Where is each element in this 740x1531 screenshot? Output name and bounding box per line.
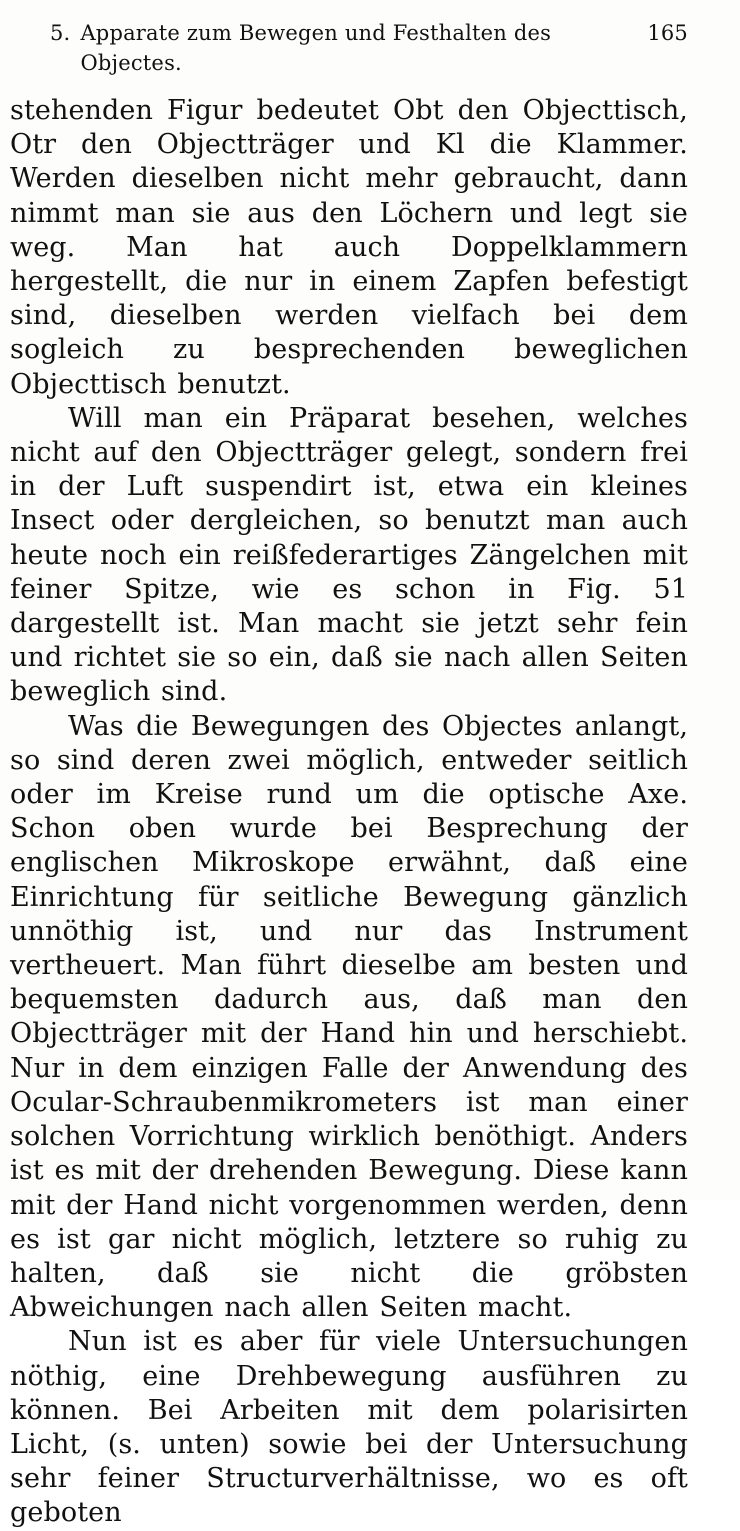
paragraph: Nun ist es aber für viele Untersuchungen nöthig, eine Drehbewegung ausführen zu können. Bei Arbeiten mit dem polarisirten Licht, (s. unten) sowie bei der Untersuchung sehr feiner Structurverhältnisse, wo es oft geboten [10, 1326, 688, 1529]
header-title: Apparate zum Bewegen und Festhalten des Objectes. [80, 21, 552, 75]
paragraph: Was die Bewegungen des Objectes anlangt, so sind deren zwei möglich, entweder seitlich oder im Kreise rund um die optische Axe. Schon oben wurde bei Besprechung der englischen Mikroskope erwähnt, daß eine Einrichtung für seitliche Bewegung gänzlich unnöthig ist, und nur das Instrument vertheuert. Man führt dieselbe am besten und bequemsten dadurch aus, daß man den Objectträger mit der Hand hin und herschiebt. Nur in dem einzigen Falle der Anwendung des Ocular-Schraubenmikrometers ist man einer solchen Vorrichtung wirklich benöthigt. Anders ist es mit der drehenden Bewegung. Diese kann mit der Hand nicht vorgenommen werden, denn es ist gar nicht möglich, letztere so ruhig zu halten, daß sie nicht die gröbsten Abweichungen nach allen Seiten macht. [10, 710, 688, 1324]
section-number: 5. [50, 21, 71, 45]
body-text [10, 94, 688, 1531]
header-title-group [50, 18, 647, 78]
paragraph-continuation: stehenden Figur bedeutet Obt den Objecttisch, Otr den Objectträger und Kl die Klammer. Werden dieselben nicht mehr gebraucht, dann nimmt man sie aus den Löchern und legt sie weg. Man hat auch Doppelklammern hergestellt, die nur in einem Zapfen befestigt sind, dieselben werden vielfach bei dem sogleich zu besprechenden beweglichen Objecttisch benutzt. [10, 95, 688, 400]
paragraph: Will man ein Präparat besehen, welches nicht auf den Objectträger gelegt, sondern frei in der Luft suspendirt ist, etwa ein kleines Insect oder dergleichen, so benutzt man auch heute noch ein reißfederartiges Zängelchen mit feiner Spitze, wie es schon in Fig. 51 dargestellt ist. Man macht sie jetzt sehr fein und richtet sie so ein, daß sie nach allen Seiten beweglich sind. [10, 402, 688, 708]
page-number: 165 [647, 21, 688, 45]
running-header [50, 18, 688, 78]
